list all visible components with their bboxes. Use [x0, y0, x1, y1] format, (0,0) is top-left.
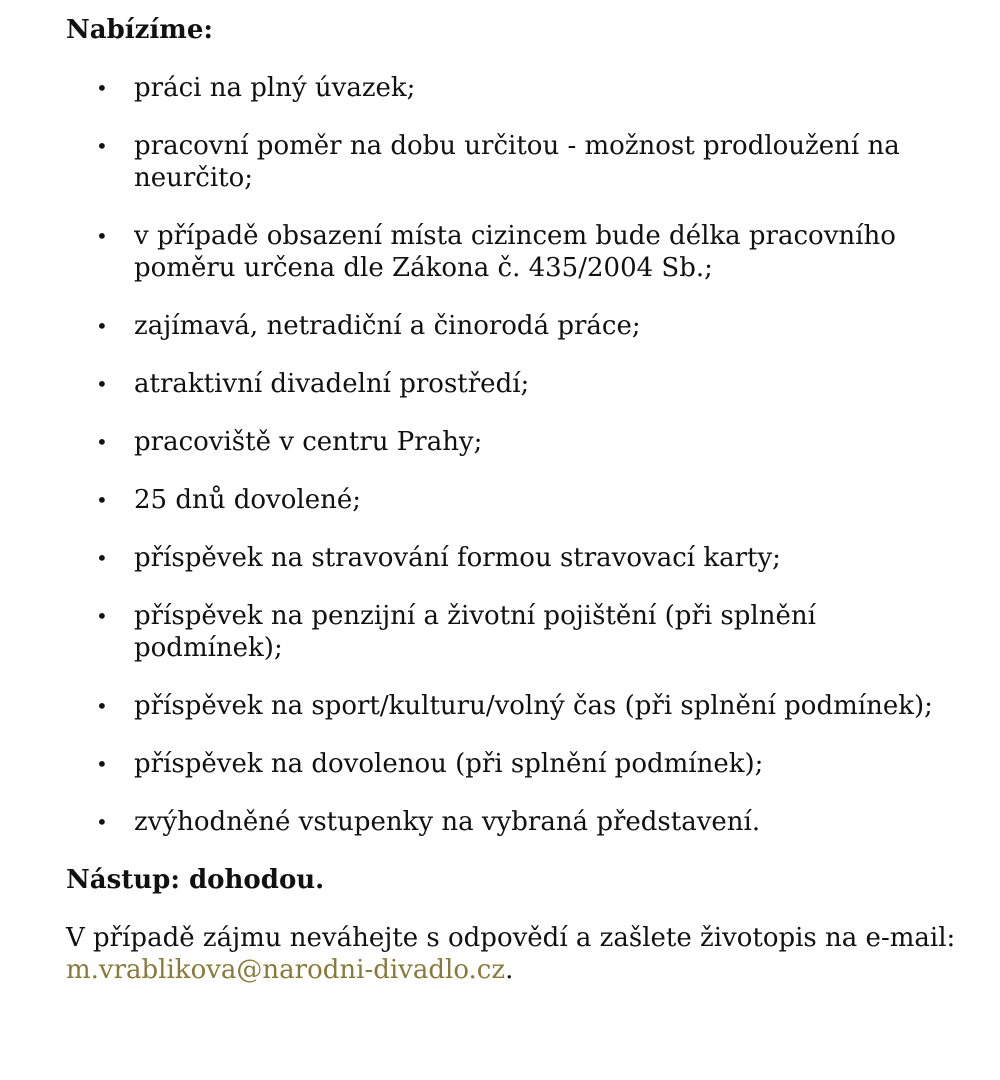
list-item: • příspěvek na sport/kulturu/volný čas (při splnění podmínek); [66, 690, 966, 722]
job-offer-document [66, 14, 966, 986]
list-item: • příspěvek na dovolenou (při splnění podmínek); [66, 748, 966, 780]
list-item: • v případě obsazení místa cizincem bude délka pracovního poměru určena dle Zákona č. 435/2004 Sb.; [66, 220, 966, 284]
contact-text: V případě zájmu neváhejte s odpovědí a zašlete životopis na e-mail: [66, 923, 956, 953]
benefits-list [66, 72, 966, 838]
list-item: • 25 dnů dovolené; [66, 484, 966, 516]
list-item: • zajímavá, netradiční a činorodá práce; [66, 310, 966, 342]
contact-text-end: . [505, 955, 514, 985]
email-link[interactable]: m.vrablikova@narodni-divadlo.cz [66, 955, 506, 985]
list-item: • zvýhodněné vstupenky na vybraná představení. [66, 806, 966, 838]
list-item: • práci na plný úvazek; [66, 72, 966, 104]
list-item: • příspěvek na penzijní a životní pojištění (při splnění podmínek); [66, 600, 966, 664]
list-item: • příspěvek na stravování formou stravovací karty; [66, 542, 966, 574]
list-item: • pracoviště v centru Prahy; [66, 426, 966, 458]
list-item: • atraktivní divadelní prostředí; [66, 368, 966, 400]
start-date-label: Nástup: dohodou. [66, 865, 325, 895]
offer-heading: Nabízíme: [66, 15, 213, 45]
list-item: • pracovní poměr na dobu určitou - možnost prodloužení na neurčito; [66, 130, 966, 194]
contact-paragraph [66, 922, 966, 986]
